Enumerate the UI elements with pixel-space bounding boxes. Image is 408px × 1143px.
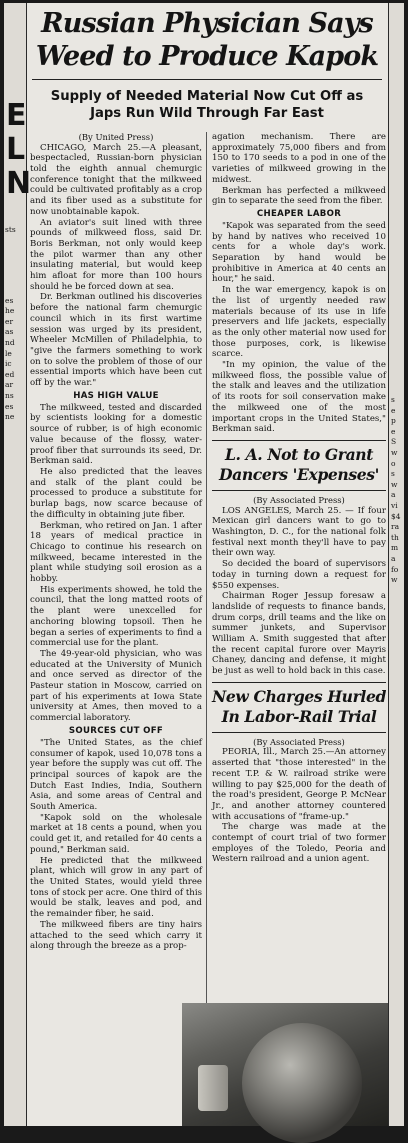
strip-letter: L: [6, 132, 26, 167]
strip-fragment: ns: [5, 390, 14, 400]
article-headline: [212, 687, 386, 727]
strip-fragment: sts: [5, 225, 16, 234]
paragraph: "Kapok sold on the wholesale market at 18 cents a pound, when you could get it, and retailed for 40 cents a pound," Berkman said.: [30, 812, 202, 855]
strip-fragment: s: [391, 469, 395, 479]
headline-line: New Charges Hurled: [212, 686, 386, 706]
strip-fragment: o: [391, 458, 396, 468]
paragraph: The 49-year-old physician, who was educated at the University of Munich and once served as director of the Pasteur station in Moscow, carried on part of his experiments at Iowa State university at Ames, then moved to a commercial laboratory.: [30, 648, 202, 724]
paragraph: agation mechanism. There are approximately 75,000 fibers and from 150 to 170 seeds to a pod in one of the varieties of milkweed growing in the midwest.: [212, 132, 386, 185]
headline-line: Dancers 'Expenses': [219, 464, 379, 484]
headline: [28, 7, 386, 73]
strip-fragment: s: [391, 395, 395, 404]
strip-fragment: ar: [5, 380, 14, 390]
headline-line: Russian Physician Says: [41, 8, 373, 39]
byline: (By Associated Press): [253, 736, 345, 747]
divider: [32, 79, 382, 80]
strip-fragment: le: [5, 348, 12, 358]
section-subhead: SOURCES CUT OFF: [68, 725, 164, 736]
paragraph: Chairman Roger Jessup foresaw a landslide of requests to finance bands, drum corps, drill teams and the like on summer junkets, and Supervisor William A. Smith suggested that after the recent capital furore over Mayris Chaney, dancing and defense, it might be just as well to hold back in this case.: [212, 591, 386, 677]
strip-fragment: vi: [391, 500, 398, 510]
strip-fragment: a: [391, 490, 396, 500]
article-columns: [28, 132, 386, 1032]
paragraph: "Kapok was separated from the seed by hand by natives who received 10 cents for a whole day's work. Separation by hand would be prohibitive in America at 40 cents an hour," he said.: [212, 220, 386, 285]
paragraph: "The United States, as the chief consumer of kapok, used 10,078 tons a year before the supply was cut off. The principal sources of kapok are the Dutch East Indies, India, Southern Asia, and some areas of Central and South America.: [30, 737, 202, 813]
photo-shape: [242, 1023, 362, 1143]
strip-fragment: ed: [5, 369, 15, 379]
paragraph: Dr. Berkman outlined his discoveries before the national farm chemurgic council which in its first wartime session was urged by its president, Wheeler McMillen of Philadelphia, to "give the farmers something to work on to solve the problem of those of our essential imports which have been cut off by the war.": [30, 292, 202, 389]
strip-fragment: ic: [5, 359, 12, 369]
strip-fragment: as: [5, 327, 14, 337]
strip-fragment: ne: [5, 412, 15, 422]
headline-line: L. A. Not to Grant: [224, 444, 374, 464]
strip-fragment: es: [5, 295, 14, 305]
paragraph: The charge was made at the contempt of court trial of two former employes of the Toledo, Peoria and Western railroad and a union agent.: [212, 822, 386, 865]
strip-fragment: es: [5, 401, 14, 411]
paragraph: His experiments showed, he told the council, that the long matted roots of the plant were unexcelled for anchoring blowing topsoil. Then he began a series of experiments to find a commercial use for the plant.: [30, 584, 202, 649]
left-adjacent-column: [4, 3, 32, 1126]
section-subhead: CHEAPER LABOR: [256, 208, 342, 219]
strip-fragment: th: [391, 532, 399, 542]
subheadline: [28, 88, 386, 122]
article-headline: [212, 445, 386, 485]
paragraph: "In my opinion, the value of the milkweed floss, the possible value of the stalk and leaves and the utilization of its roots for soil conservation make the milkweed one of the most important crops in the United States," Berkman said.: [212, 360, 386, 435]
paragraph: He also predicted that the leaves and stalk of the plant could be processed to produce a substitute for burlap bags, now scarce because of the difficulty in obtaining jute fiber.: [30, 466, 202, 520]
divider: [212, 490, 386, 491]
kapok-article: [28, 7, 386, 1032]
paragraph: An aviator's suit lined with three pounds of milkweed floss, said Dr. Boris Berkman, not only would keep the pilot warmer than any other insulating material, but would keep him afloat for more than 100 hours should he be forced down at sea.: [30, 217, 202, 292]
subheadline-line: Supply of Needed Material Now Cut Off as: [50, 89, 364, 104]
strip-fragment: nd: [5, 337, 15, 347]
strip-letter: N: [6, 166, 32, 201]
strip-fragment: w: [391, 575, 398, 585]
paragraph: In the war emergency, kapok is on the list of urgently needed raw materials because of its use in life preservers and life jackets, especially as the only other material now used for those purposes, cork, is likewise scarce.: [212, 285, 386, 360]
column-left: [30, 132, 202, 952]
paragraph: He predicted that the milkweed plant, which will grow in any part of the United States, would yield three tons of stock per acre. One third of this would be stalk, leaves and pod, and the remainder fiber, he said.: [30, 855, 202, 920]
paragraph: CHICAGO, March 25.—A pleasant, bespectacled, Russian-born physician told the eighth annual chemurgic conference tonight that the milkweed could be cultivated profitably as a crop and its fiber used as a substitute for now unobtainable kapok.: [30, 142, 202, 217]
headline-line: In Labor-Rail Trial: [221, 706, 377, 726]
paragraph: LOS ANGELES, March 25. — If four Mexican girl dancers want to go to Washington, D. C., for the national folk festival next month they'll have to pay their own way.: [212, 505, 386, 559]
strip-fragment: S: [391, 437, 397, 447]
news-photo: [182, 1003, 388, 1126]
strip-fragment: $4: [391, 511, 401, 521]
paragraph: The milkweed fibers are tiny hairs attached to the seed which carry it along through the breeze as a prop-: [30, 919, 202, 952]
subheadline-line: Japs Run Wild Through Far East: [90, 106, 324, 121]
section-subhead: HAS HIGH VALUE: [73, 390, 159, 401]
strip-letter: E: [6, 98, 27, 133]
paragraph: So decided the board of supervisors today in turning down a request for $550 expenses.: [212, 559, 386, 591]
byline: (By United Press): [78, 132, 154, 142]
paragraph: PEORIA, Ill., March 25.—An attorney asserted that "those interested" in the recent T.P. & W. railroad strike were willing to pay $25,000 for the death of the road's president, George P. McNear Jr., and another attorney countered with accusations of "frame-up.": [212, 747, 386, 822]
strip-fragment: a: [391, 553, 396, 563]
strip-fragment: e: [391, 426, 396, 436]
strip-fragment: p: [391, 416, 396, 426]
divider: [212, 440, 386, 441]
paragraph: The milkweed, tested and discarded by scientists looking for a domestic source of rubber, is of high economic value because of the flossy, water-proof fiber that surrounds its seed, Dr. Berkman said.: [30, 402, 202, 467]
column-divider: [206, 132, 207, 1032]
strip-fragment: ra: [391, 522, 400, 532]
strip-fragment: er: [5, 316, 14, 326]
strip-fragment: w: [391, 447, 398, 457]
paragraph: Berkman has perfected a milkweed gin to separate the seed from the fiber.: [212, 185, 386, 207]
strip-fragment: he: [5, 306, 15, 316]
strip-fragment: w: [391, 479, 398, 489]
divider: [212, 682, 386, 683]
column-right: [212, 132, 386, 865]
strip-fragment: fo: [391, 564, 399, 574]
right-adjacent-column: [388, 3, 404, 1126]
byline: (By Associated Press): [253, 494, 345, 505]
divider: [212, 732, 386, 733]
headline-line: Weed to Produce Kapok: [35, 41, 379, 72]
strip-fragment: m: [391, 543, 399, 553]
photo-shape: [198, 1065, 228, 1111]
strip-fragment: e: [391, 405, 396, 415]
newspaper-page: [4, 3, 403, 1126]
paragraph: Berkman, who retired on Jan. 1 after 18 years of medical practice in Chicago to continue his research on milkweed, became interested in the plant while studying soil erosion as a hobby.: [30, 520, 202, 585]
